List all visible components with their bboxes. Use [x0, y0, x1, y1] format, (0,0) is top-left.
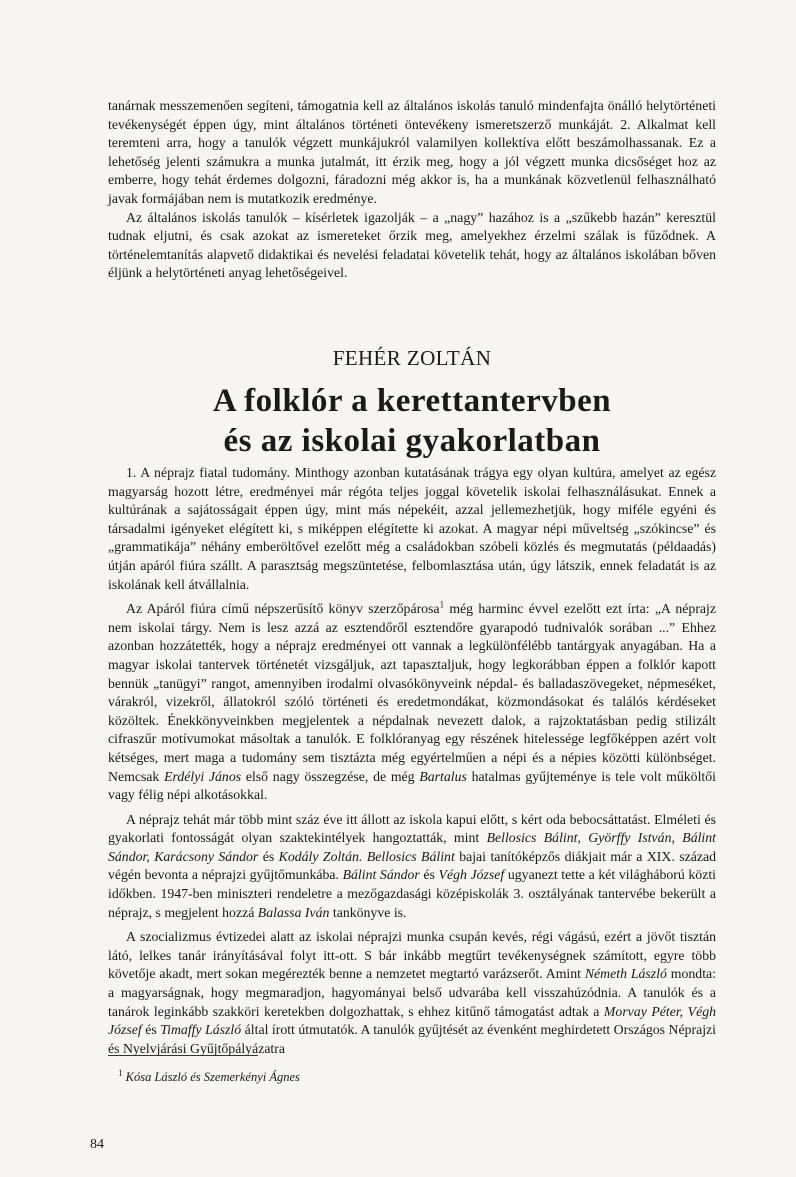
article-author: FEHÉR ZOLTÁN	[332, 346, 492, 370]
article-title-line-1: A folklór a kerettantervben	[212, 383, 612, 419]
paragraph: A szocializmus évtizedei alatt az iskolai néprajzi munka csupán kevés, régi vágású, ezért a jövőt tisztán látó, lelkes tanár irányításával folyt itt-ott. S bár inkább megtűrt tevékenységnek számított, egyre több követője akadt, mert sokan megérezték benne a nemzetet megtartó varázserőt. Amint Németh László mondta: a magyarságnak, hogy megmaradjon, hagyományai belső udvarába kell visszahúzódnia. A tanulók és a tanárok leginkább szakköri keretekben dolgozhattak, s ehhez kitűnő támogatást adtak a Morvay Péter, Végh József és Timaffy László által írott útmutatók. A tanulók gyűjtését az évenként meghirdetett Országos Néprajzi és Nyelvjárási Gyűjtőpályázatra	[108, 929, 716, 1056]
footnote-divider	[108, 1055, 258, 1056]
paragraph: A néprajz tehát már több mint száz éve itt állott az iskola kapui előtt, s kért oda bebocsáttatást. Elméleti és gyakorlati fontosságát olyan szaktekintélyek hangoztatták, mint Bellosics Bálint, Györffy István, Bálint Sándor, Karácsony Sándor és Kodály Zoltán. Bellosics Bálint bajai tanítóképzős diákjait már a XIX. század végén bevonta a néprajzi gyűjtőmunkába. Bálint Sándor és Végh József ugyanezt tette a két világháború közti időkben. 1947-ben miniszteri rendeletre a mezőgazdasági középiskolák 3. osztályának tantervébe bekerült a néprajz, s megjelent hozzá Balassa Iván tankönyve is.	[108, 811, 716, 920]
paragraph: Az Apáról fiúra című népszerűsítő könyv szerzőpárosa$^1$ még harminc évvel ezelőtt ezt írta: „A néprajz nem iskolai tárgy. Nem is lesz azzá az esztendőről esztendőre gyarapodó tudnivalók sorában ...” Ehhez azonban hozzátették, hogy a néprajz eredményei ott vannak a legkülönfélébb tantárgyak anyagában. Ha a magyar iskolai tantervek történetét vizsgáljuk, azt tapasztaljuk, hogy legkorábban éppen a folklór kapott bennük „tanügyi” rangot, amennyiben irodalmi olvasókönyveink népdal- és balladaszövegeket, népmeséket, várakról, vizekről, állatokról szóló történeti és eredetmondákat, közmondásokat és találós kérdéseket közöltek. Énekkönyveinkben megjelentek a népdalnak nevezett dalok, a rajzoktatásban pedig stilizált cifraszűr motívumokat másoltak a tanulók. E folklóranyag egy részének hitelessége legfőképpen azért volt kétséges, mert maga a tudomány sem tisztázta még egyértelműen a népi és a népies közötti különbséget. Nemcsak Erdélyi János első nagy összegzése, de még Bartalus hatalmas gyűjteménye is tele volt műköltői vagy félig népi alkotásokkal.	[108, 599, 716, 803]
paragraph: 1. A néprajz fiatal tudomány. Minthogy azonban kutatásának trágya egy olyan kultúra, amelyet az egész magyarság hozott létre, eredményei már régóta teljes joggal követelik iskolai felhasználásukat. Ennek a kultúrának a sajátosságait éppen úgy, mint más népekéit, azzal jellemezhetjük, hogy miféle egyéni és társadalmi igényeket elégített ki, s miképpen elégítette ki azokat. A magyar népi műveltség „szókincse” és „grammatikája” néhány emberöltővel ezelőtt még a családokban szóbeli közlés és megmutatás (példaadás) útján apáról fiúra szállt. A parasztság megszüntetése, felbomlasztása után, úgy látszik, ennek feladatát is az iskolának kell átvállalnia.	[108, 465, 716, 592]
article-body	[108, 464, 716, 1058]
paragraph: Az általános iskolás tanulók – kísérletek igazolják – a „nagy” hazához is a „szűkebb hazán” keresztül tudnak eljutni, és csak azokat az ismereteket őrzik meg, amelyekhez érzelmi szálak is fűződnek. A történelemtanítás alapvető didaktikai és nevelési feladatai követelik tehát, hogy az általános iskolában bőven éljünk a helytörténeti anyag lehetőségeivel.	[108, 209, 716, 281]
paragraph: tanárnak messzemenően segíteni, támogatnia kell az általános iskolás tanuló mindenfajta önálló helytörténeti tevékenységét éppen úgy, mint általános történeti öntevékeny ismeretszerző munkáját. 2. Alkalmat kell teremteni arra, hogy a tanulók végzett munkájukról valamilyen kollektíva előtt beszámolhassanak. Ez a lehetőség jelenti számukra a munka jutalmát, itt érzik meg, hogy a jól végzett munka dicsőséget hoz az emberre, hogy tehát érdemes dolgozni, fáradozni még akkor is, ha a munkának közvetlenül felhasználható javak formájában nem is mutatkozik eredménye.	[108, 98, 716, 206]
footnote-mark: 1	[118, 1067, 123, 1078]
footnote-ref: 1	[439, 599, 445, 610]
article-title-line-2: és az iskolai gyakorlatban	[223, 423, 601, 459]
page-number: 84	[90, 1137, 104, 1152]
continued-text	[108, 97, 716, 283]
article-heading	[108, 346, 716, 461]
footnote: $^1$ Kósa László és Szemerkényi Ágnes	[118, 1067, 300, 1084]
